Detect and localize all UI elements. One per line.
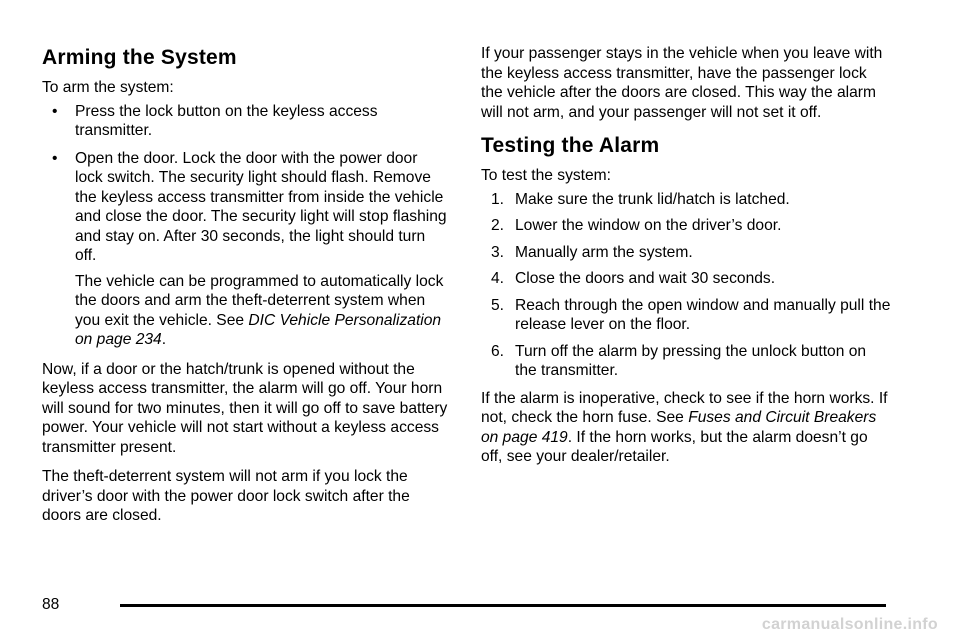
step-number: 5.	[491, 296, 505, 314]
test-step-6	[481, 342, 891, 381]
arming-intro: To arm the system:	[42, 79, 174, 96]
section-heading-testing: Testing the Alarm	[481, 134, 660, 157]
footer-divider	[120, 604, 886, 607]
step-number: 3.	[491, 243, 505, 261]
test-step-1	[481, 190, 891, 210]
test-step-4	[481, 269, 891, 289]
page-number: 88	[42, 596, 60, 613]
step-text: Make sure the trunk lid/hatch is latched.	[515, 190, 790, 208]
inoperative-text-b: . If the horn works, but the alarm doesn’t go off, see your dealer/retailer.	[481, 428, 868, 465]
step-text: Close the doors and wait 30 seconds.	[515, 270, 776, 287]
alarm-behavior-paragraph: Now, if a door or the hatch/trunk is opened without the keyless access transmitter, the alarm will go off. Your horn will sound for two minutes, then it will go off to save battery power. Your vehicle will not start without a keyless access transmitter present.	[42, 360, 448, 456]
inoperative-paragraph	[481, 389, 891, 467]
test-step-2	[481, 216, 891, 236]
testing-steps-list	[481, 190, 891, 381]
fuses-link[interactable]: Fuses and Circuit Breakers on page 419	[481, 409, 877, 446]
step-number: 4.	[491, 270, 505, 287]
passenger-paragraph: If your passenger stays in the vehicle when you leave with the keyless access transmitter, have the passenger lock the vehicle after the doors are closed. This way the alarm will not arm, and your passenger will not set it off.	[481, 45, 883, 121]
programming-note	[42, 272, 448, 350]
inoperative-text-a: If the alarm is inoperative, check to see if the horn works. If not, check the horn fuse. See	[481, 389, 888, 426]
dic-personalization-link[interactable]: DIC Vehicle Personalization on page 234	[75, 311, 442, 348]
no-arm-paragraph: The theft-deterrent system will not arm if you lock the driver’s door with the power door lock switch after the doors are closed.	[42, 468, 410, 524]
section-heading-arming: Arming the System	[42, 46, 237, 69]
test-step-3	[481, 243, 891, 263]
test-step-5	[481, 296, 891, 335]
arming-bullet-2: • Open the door. Lock the door with the power door lock switch. The security light should flash. Remove the keyless access transmitter from inside the vehicle and close the door. The security light will stop flashing and stay on. After 30 seconds, the light should turn off.	[42, 149, 448, 266]
step-number: 2.	[491, 217, 505, 234]
testing-intro: To test the system:	[481, 167, 611, 184]
programming-note-text: The vehicle can be programmed to automatically lock the doors and arm the theft-deterrent system when you exit the vehicle. See	[75, 272, 444, 329]
left-column	[42, 44, 448, 536]
arming-bullet-1: • Press the lock button on the keyless access transmitter.	[42, 102, 448, 141]
step-text: Manually arm the system.	[515, 243, 693, 261]
arming-bullet-list	[42, 102, 448, 266]
programming-note-end: .	[161, 331, 167, 348]
step-number: 1.	[491, 190, 505, 208]
step-text: Reach through the open window and manually pull the release lever on the floor.	[515, 296, 891, 333]
right-column	[481, 44, 891, 477]
step-text: Turn off the alarm by pressing the unlock button on the transmitter.	[515, 342, 867, 379]
step-text: Lower the window on the driver’s door.	[515, 217, 782, 234]
step-number: 6.	[491, 342, 505, 360]
watermark: carmanualsonline.info	[761, 616, 938, 633]
